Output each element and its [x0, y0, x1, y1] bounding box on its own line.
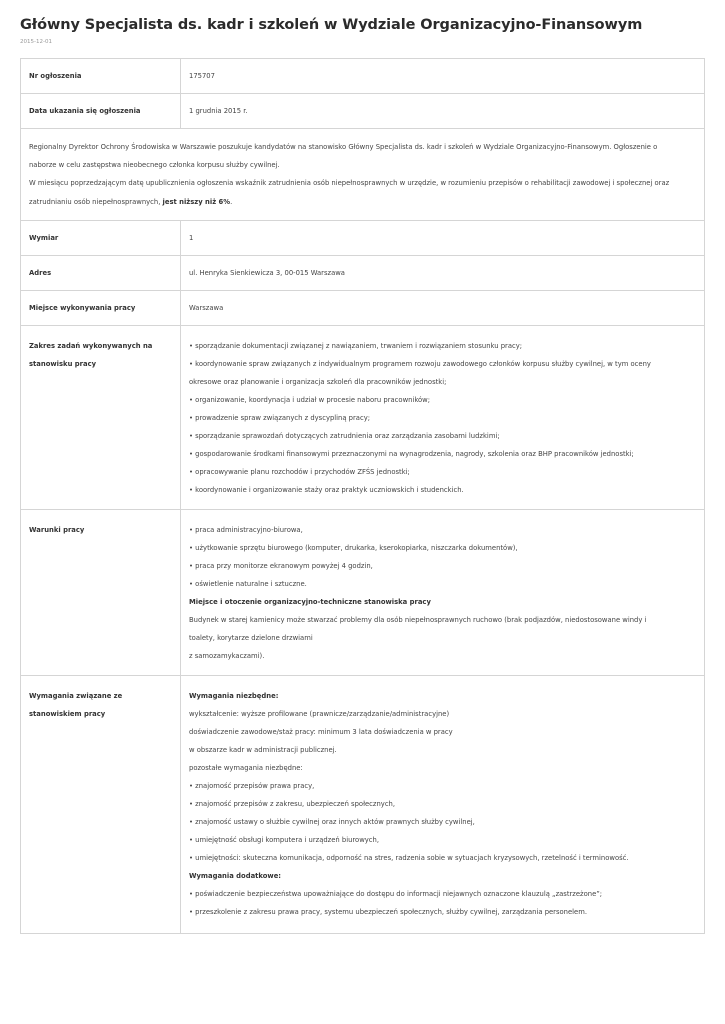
row-value: ul. Henryka Sienkiewicza 3, 00-015 Warszawa [181, 255, 705, 290]
list-item: • praca przy monitorze ekranowym powyżej 4 godzin, [189, 561, 373, 570]
list-item: • koordynowanie spraw związanych z indywidualnym programem rozwoju zawodowego członków korpusu służby cywilnej, w tym oceny [189, 359, 651, 368]
list-item: • znajomość przepisów z zakresu, ubezpieczeń społecznych, [189, 799, 396, 808]
row-wymagania [21, 675, 705, 933]
row-adres [21, 255, 705, 290]
row-label: Zakres zadań wykonywanych na stanowisku pracy [21, 325, 181, 509]
row-label: Adres [21, 255, 181, 290]
list-item: • umiejętności: skuteczna komunikacja, odporność na stres, radzenia sobie w sytuacjach kryzysowych, rzetelność i terminowość. [189, 853, 629, 862]
intro-line: naborze w celu zastępstwa nieobecnego członka korpusu służby cywilnej. [29, 161, 280, 170]
row-value: Warszawa [181, 290, 705, 325]
row-nr-ogloszenia [21, 59, 705, 94]
list-item: doświadczenie zawodowe/staż pracy: minimum 3 lata doświadczenia w pracy [189, 727, 453, 736]
list-item: w obszarze kadr w administracji publicznej. [189, 745, 337, 754]
row-zakres-zadan [21, 325, 705, 509]
intro-line: W miesiącu poprzedzającym datę upublicznienia ogłoszenia wskaźnik zatrudnienia osób niepełnosprawnych w urzędzie, w rozumieniu przepisów o rehabilitacji zawodowej i społecznej oraz [29, 179, 670, 188]
intro-text-part: zatrudnianiu osób niepełnosprawnych, [29, 197, 163, 206]
list-item: • opracowywanie planu rozchodów i przychodów ZFŚS jednostki; [189, 467, 410, 476]
list-item: • poświadczenie bezpieczeństwa upoważniające do dostępu do informacji niejawnych oznaczone klauzulą „zastrzeżone”; [189, 889, 603, 898]
row-intro [21, 129, 705, 221]
row-label: Wymagania związane ze stanowiskiem pracy [21, 675, 181, 933]
row-label: Nr ogłoszenia [21, 59, 181, 94]
row-wymiar [21, 220, 705, 255]
list-item: pozostałe wymagania niezbędne: [189, 763, 303, 772]
list-item: • organizowanie, koordynacja i udział w procesie naboru pracowników; [189, 395, 431, 404]
intro-text [21, 129, 705, 221]
description-line: z samozamykaczami). [189, 651, 265, 660]
row-data-ukazania [21, 94, 705, 129]
row-value: 175707 [181, 59, 705, 94]
row-label: Warunki pracy [21, 509, 181, 675]
row-warunki-pracy [21, 509, 705, 675]
list-item: wykształcenie: wyższe profilowane (prawnicze/zarządzanie/administracyjne) [189, 709, 450, 718]
list-item: okresowe oraz planowanie i organizacja szkoleń dla pracowników jednostki; [189, 377, 447, 386]
list-item: • przeszkolenie z zakresu prawa pracy, systemu ubezpieczeń społecznych, służby cywilnej, zarządzania personelem. [189, 907, 588, 916]
intro-line: Regionalny Dyrektor Ochrony Środowiska w Warszawie poszukuje kandydatów na stanowisko Główny Specjalista ds. kadr i szkoleń w Wydziale Organizacyjno-Finansowym. Ogłoszenie o [29, 143, 658, 151]
row-label: Wymiar [21, 220, 181, 255]
list-item: • umiejętność obsługi komputera i urządzeń biurowych, [189, 835, 380, 844]
row-value [181, 675, 705, 933]
list-item: • znajomość ustawy o służbie cywilnej oraz innych aktów prawnych służby cywilnej, [189, 817, 475, 826]
list-item: • koordynowanie i organizowanie staży oraz praktyk uczniowskich i studenckich. [189, 485, 464, 494]
row-value [181, 509, 705, 675]
description-line: toalety, korytarze dzielone drzwiami [189, 633, 313, 642]
row-value: 1 grudnia 2015 r. [181, 94, 705, 129]
list-item: • użytkowanie sprzętu biurowego (komputer, drukarka, kserokopiarka, niszczarka dokumentów), [189, 543, 518, 552]
offer-table [20, 58, 705, 934]
row-value [181, 325, 705, 509]
row-value: 1 [181, 220, 705, 255]
list-item: • oświetlenie naturalne i sztuczne. [189, 579, 307, 588]
section-subheading: Wymagania niezbędne: [189, 691, 279, 700]
list-item: • prowadzenie spraw związanych z dyscypliną pracy; [189, 413, 371, 422]
list-item: • praca administracyjno-biurowa, [189, 525, 303, 534]
row-miejsce [21, 290, 705, 325]
section-subheading: Miejsce i otoczenie organizacyjno-techniczne stanowiska pracy [189, 597, 431, 606]
intro-line [29, 193, 696, 211]
row-label: Miejsce wykonywania pracy [21, 290, 181, 325]
row-label: Data ukazania się ogłoszenia [21, 94, 181, 129]
list-item: • sporządzanie dokumentacji związanej z nawiązaniem, trwaniem i rozwiązaniem stosunku pracy; [189, 341, 523, 350]
page-title: Główny Specjalista ds. kadr i szkoleń w Wydziale Organizacyjno-Finansowym [20, 17, 643, 33]
list-item: • gospodarowanie środkami finansowymi przeznaczonymi na wynagrodzenia, nagrody, szkolenia oraz BHP pracowników jednostki; [189, 449, 634, 458]
description-line: Budynek w starej kamienicy może stwarzać problemy dla osób niepełnosprawnych ruchowo (brak podjazdów, niedostosowane windy i [189, 615, 647, 624]
intro-emphasis: jest niższy niż 6% [162, 197, 231, 206]
section-subheading: Wymagania dodatkowe: [189, 871, 282, 880]
intro-text-part: . [230, 197, 233, 206]
list-item: • znajomość przepisów prawa pracy, [189, 781, 315, 790]
publication-date: 2015-12-01 [20, 39, 52, 45]
list-item: • sporządzanie sprawozdań dotyczących zatrudnienia oraz zarządzania zasobami ludzkimi; [189, 431, 500, 440]
